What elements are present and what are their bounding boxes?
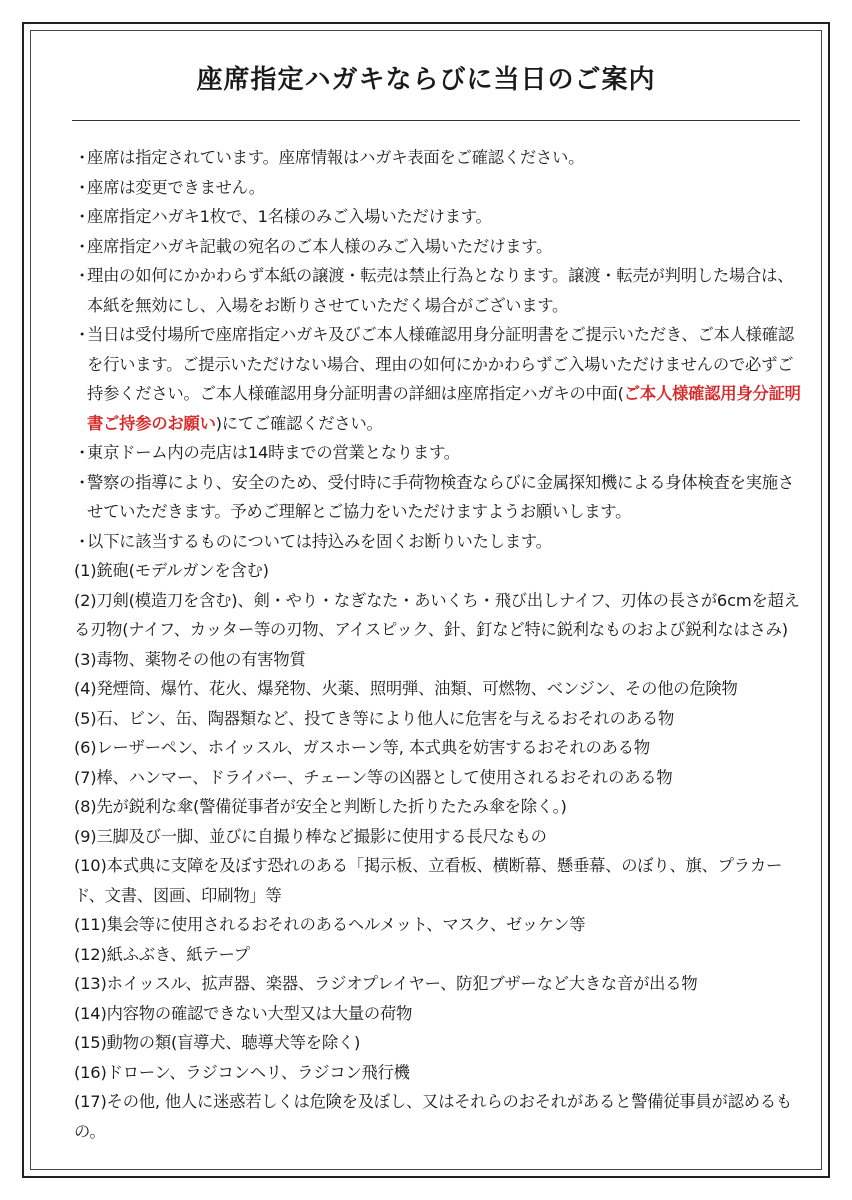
notice-bullet: ・ 座席は変更できません。 bbox=[74, 173, 802, 203]
prohibited-item: (9)三脚及び一脚、並びに自撮り棒など撮影に使用する長尺なもの bbox=[74, 826, 547, 846]
notice-bullet: ・ 座席は指定されています。座席情報はハガキ表面をご確認ください。 bbox=[74, 143, 802, 173]
prohibited-item: (12)紙ふぶき、紙テープ bbox=[74, 944, 250, 964]
prohibited-item: (11)集会等に使用されるおそれのあるヘルメット、マスク、ゼッケン等 bbox=[74, 915, 586, 934]
prohibited-item: (13)ホイッスル、拡声器、楽器、ラジオプレイヤー、防犯ブザーなど大きな音が出る物 bbox=[74, 974, 698, 993]
notice-bullet: ・ 理由の如何にかかわらず本紙の譲渡・転売は禁止行為となります。譲渡・転売が判明した場合は、本紙を無効にし、入場をお断りさせていただく場合がございます。 bbox=[74, 261, 802, 320]
id-check-text-end: )にてご確認ください。 bbox=[215, 413, 383, 433]
id-check-notice bbox=[74, 320, 802, 438]
notice-bullet: ・ 座席指定ハガキ1枚で、1名様のみご入場いただけます。 bbox=[74, 202, 802, 232]
prohibited-item: (14)内容物の確認できない大型又は大量の荷物 bbox=[74, 1003, 413, 1023]
id-check-highlight: ご本人様確認用身分証明書ご持参のお願い bbox=[87, 384, 801, 433]
prohibited-item: (7)棒、ハンマー、ドライバー、チェーン等の凶器として使用されるおそれのある物 bbox=[74, 767, 673, 787]
prohibited-item: (8)先が鋭利な傘(警備従事者が安全と判断した折りたたみ傘を除く。) bbox=[74, 797, 567, 816]
prohibited-item: (1)銃砲(モデルガンを含む) bbox=[74, 561, 269, 580]
notice-bullet: ・ 警察の指導により、安全のため、受付時に手荷物検査ならびに金属探知機による身体検査を実施させていただきます。予めご理解とご協力をいただけますようお願いします。 bbox=[74, 468, 802, 527]
prohibited-item: (3)毒物、薬物その他の有害物質 bbox=[74, 649, 306, 669]
title-divider bbox=[72, 120, 800, 121]
notice-bullet: ・ 座席指定ハガキ記載の宛名のご本人様のみご入場いただけます。 bbox=[74, 232, 802, 262]
notice-body bbox=[74, 143, 802, 1146]
prohibited-item: (4)発煙筒、爆竹、花火、爆発物、火薬、照明弾、油類、可燃物、ベンジン、その他の危険物 bbox=[74, 679, 738, 698]
notice-bullet: ・ 以下に該当するものについては持込みを固くお断りいたします。 bbox=[74, 527, 802, 557]
prohibited-item: (17)その他, 他人に迷惑若しくは危険を及ぼし、又はそれらのおそれがあると警備従事員が認めるもの。 bbox=[74, 1092, 792, 1141]
prohibited-item: (15)動物の類(盲導犬、聴導犬等を除く) bbox=[74, 1033, 361, 1052]
prohibited-item: (5)石、ビン、缶、陶器類など、投てき等により他人に危害を与えるおそれのある物 bbox=[74, 708, 675, 728]
id-check-text: 当日は受付場所で座席指定ハガキ及びご本人様確認用身分証明書をご提示いただき、ご本人様確認を行います。ご提示いただけない場合、理由の如何にかかわらずご入場いただけませんので必ずご持参ください。ご本人様確認用身分証明書の詳細は座席指定ハガキの中面( bbox=[87, 325, 794, 403]
notice-bullet: ・ 東京ドーム内の売店は14時までの営業となります。 bbox=[74, 438, 802, 468]
prohibited-item: (10)本式典に支障を及ぼす恐れのある「掲示板、立看板、横断幕、懸垂幕、のぼり、旗、プラカード、文書、図画、印刷物」等 bbox=[74, 856, 783, 905]
prohibited-item: (2)刀剣(模造刀を含む)、剣・やり・なぎなた・あいくち・飛び出しナイフ、刃体の長さが6cmを超える刃物(ナイフ、カッター等の刃物、アイスピック、針、釘など特に鋭利なものおよび鋭利なはさみ) bbox=[74, 590, 800, 639]
prohibited-item: (16)ドローン、ラジコンヘリ、ラジコン飛行機 bbox=[74, 1062, 410, 1082]
prohibited-item: (6)レーザーペン、ホイッスル、ガスホーン等, 本式典を妨害するおそれのある物 bbox=[74, 738, 650, 757]
page-title: 座席指定ハガキならびに当日のご案内 bbox=[196, 65, 656, 95]
